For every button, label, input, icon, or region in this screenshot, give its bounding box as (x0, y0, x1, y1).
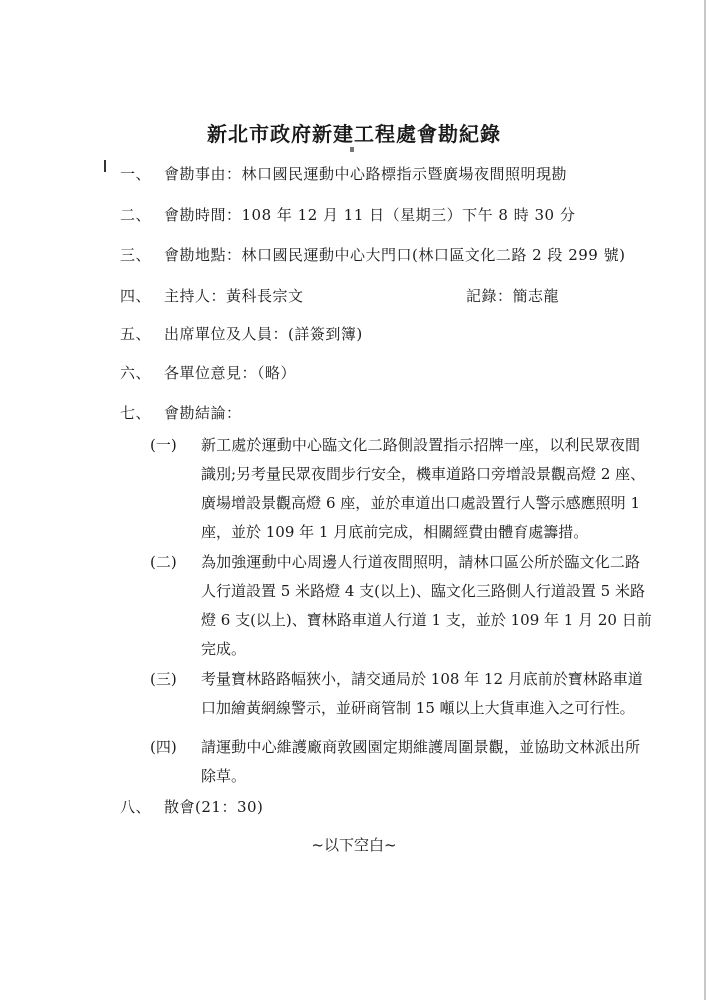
scan-mark (350, 147, 354, 152)
item-number: 三、 (120, 246, 152, 264)
conclusion-number: (一) (150, 436, 177, 454)
margin-mark (104, 160, 106, 172)
item-number: 四、 (120, 287, 152, 305)
blank-below-note: ~以下空白~ (311, 836, 397, 854)
conclusion-line: 人行道設置 5 米路燈 4 支(以上)、臨文化三路側人行道設置 5 米路 (201, 582, 645, 600)
item-text: 各單位意見：（略） (164, 364, 297, 382)
item-8 (120, 796, 263, 817)
recorder: 記錄：簡志龍 (466, 287, 560, 305)
conclusion-line: 完成。 (201, 640, 247, 658)
item-7 (120, 402, 242, 423)
item-2 (120, 204, 575, 225)
conclusion-number: (三) (150, 670, 177, 688)
conclusion-line: 考量寶林路路幅狹小，請交通局於 108 年 12 月底前於寶林路車道 (201, 670, 643, 688)
item-5 (120, 323, 363, 344)
conclusion-line: 除草。 (201, 767, 247, 785)
item-6 (120, 362, 296, 383)
item-number: 八、 (120, 798, 152, 816)
item-text: 會勘地點：林口國民運動中心大門口(林口區文化二路 2 段 299 號) (164, 246, 626, 264)
item-text: 會勘時間：108 年 12 月 11 日（星期三）下午 8 時 30 分 (164, 206, 576, 224)
item-text: 會勘事由：林口國民運動中心路標指示暨廣場夜間照明現勘 (164, 165, 568, 183)
conclusion-line: 新工處於運動中心臨文化二路側設置指示招牌一座，以利民眾夜間 (201, 436, 640, 454)
item-number: 五、 (120, 325, 152, 343)
conclusion-number: (四) (150, 738, 177, 756)
conclusion-line: 口加繪黃網線警示，並研商管制 15 噸以上大貨車進入之可行性。 (201, 699, 635, 717)
item-1 (120, 163, 567, 184)
document-title: 新北市政府新建工程處會勘紀錄 (207, 122, 501, 146)
conclusion-line: 廣場增設景觀高燈 6 座，並於車道出口處設置行人警示感應照明 1 (201, 494, 640, 512)
conclusion-line: 為加強運動中心周邊人行道夜間照明，請林口區公所於臨文化二路 (201, 553, 640, 571)
conclusion-line: 請運動中心維護廠商敦國園定期維護周圍景觀，並協助文林派出所 (201, 738, 640, 756)
item-text: 出席單位及人員：(詳簽到簿) (164, 325, 363, 343)
conclusion-4 (150, 733, 640, 791)
item-text: 會勘結論： (164, 404, 242, 422)
item-3 (120, 244, 625, 265)
conclusion-3 (150, 665, 643, 723)
conclusion-number: (二) (150, 553, 177, 571)
item-4 (120, 285, 304, 306)
item-text: 主持人：黃科長宗文 (164, 287, 304, 305)
conclusion-line: 座，並於 109 年 1 月底前完成，相關經費由體育處籌措。 (201, 523, 589, 541)
conclusion-line: 識別;另考量民眾夜間步行安全，機車道路口旁增設景觀高燈 2 座、 (201, 465, 646, 483)
conclusion-2 (150, 548, 652, 664)
item-number: 二、 (120, 206, 152, 224)
item-text: 散會(21：30) (164, 798, 264, 816)
conclusion-1 (150, 431, 646, 547)
item-number: 七、 (120, 404, 152, 422)
conclusion-line: 燈 6 支(以上)、寶林路車道人行道 1 支，並於 109 年 1 月 20 日前 (201, 611, 652, 629)
item-number: 六、 (120, 364, 152, 382)
item-number: 一、 (120, 165, 152, 183)
